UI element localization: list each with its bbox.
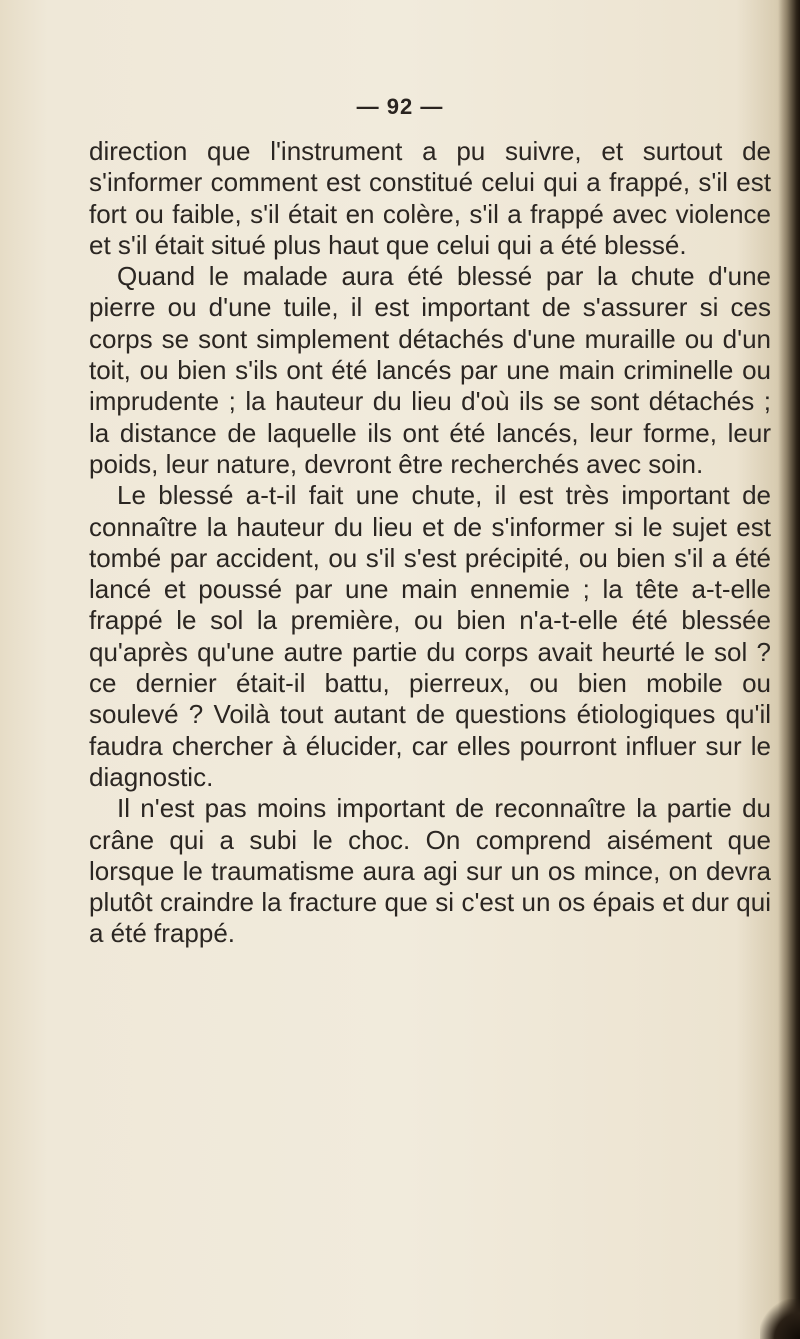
paragraph-skull-region: Il n'est pas moins important de reconnaître la partie du crâne qui a subi le choc. On comprend aisément que lorsque le traumatisme aura agi sur un os mince, on devra plutôt craindre la fracture que si c'est un os épais et dur qui a été frappé.	[89, 793, 771, 949]
paragraph-fall-injury: Le blessé a-t-il fait une chute, il est très important de connaître la hauteur du lieu et de s'informer si le sujet est tombé par accident, ou s'il s'est précipité, ou bien s'il a été lancé et poussé par une main ennemie ; la tête a-t-elle frappé le sol la première, ou bien n'a-t-elle été blessée qu'après qu'une autre partie du corps avait heurté le sol ? ce dernier était-il battu, pierreux, ou bien mobile ou soulevé ? Voilà tout autant de questions étiologiques qu'il faudra chercher à élucider, car elles pourront influer sur le diagnostic.	[89, 480, 771, 792]
page-number: — 92 —	[356, 94, 444, 119]
page-corner-shadow	[760, 1299, 800, 1339]
paragraph-falling-stone: Quand le malade aura été blessé par la chute d'une pierre ou d'une tuile, il est important de s'assurer si ces corps se sont simplement détachés d'une muraille ou d'un toit, ou bien s'ils ont été lancés par une main criminelle ou imprudente ; la hauteur du lieu d'où ils se sont détachés ; la distance de laquelle ils ont été lancés, leur forme, leur poids, leur nature, devront être recherchés avec soin.	[89, 261, 771, 479]
paragraph-1-continued: direction que l'instrument a pu suivre, et surtout de s'informer comment est constitué celui qui a frappé, s'il est fort ou faible, s'il était en colère, s'il a frappé avec violence et s'il était situé plus haut que celui qui a été blessé.	[89, 136, 771, 260]
body-text	[89, 136, 771, 950]
page-binding-shadow	[778, 0, 800, 1339]
